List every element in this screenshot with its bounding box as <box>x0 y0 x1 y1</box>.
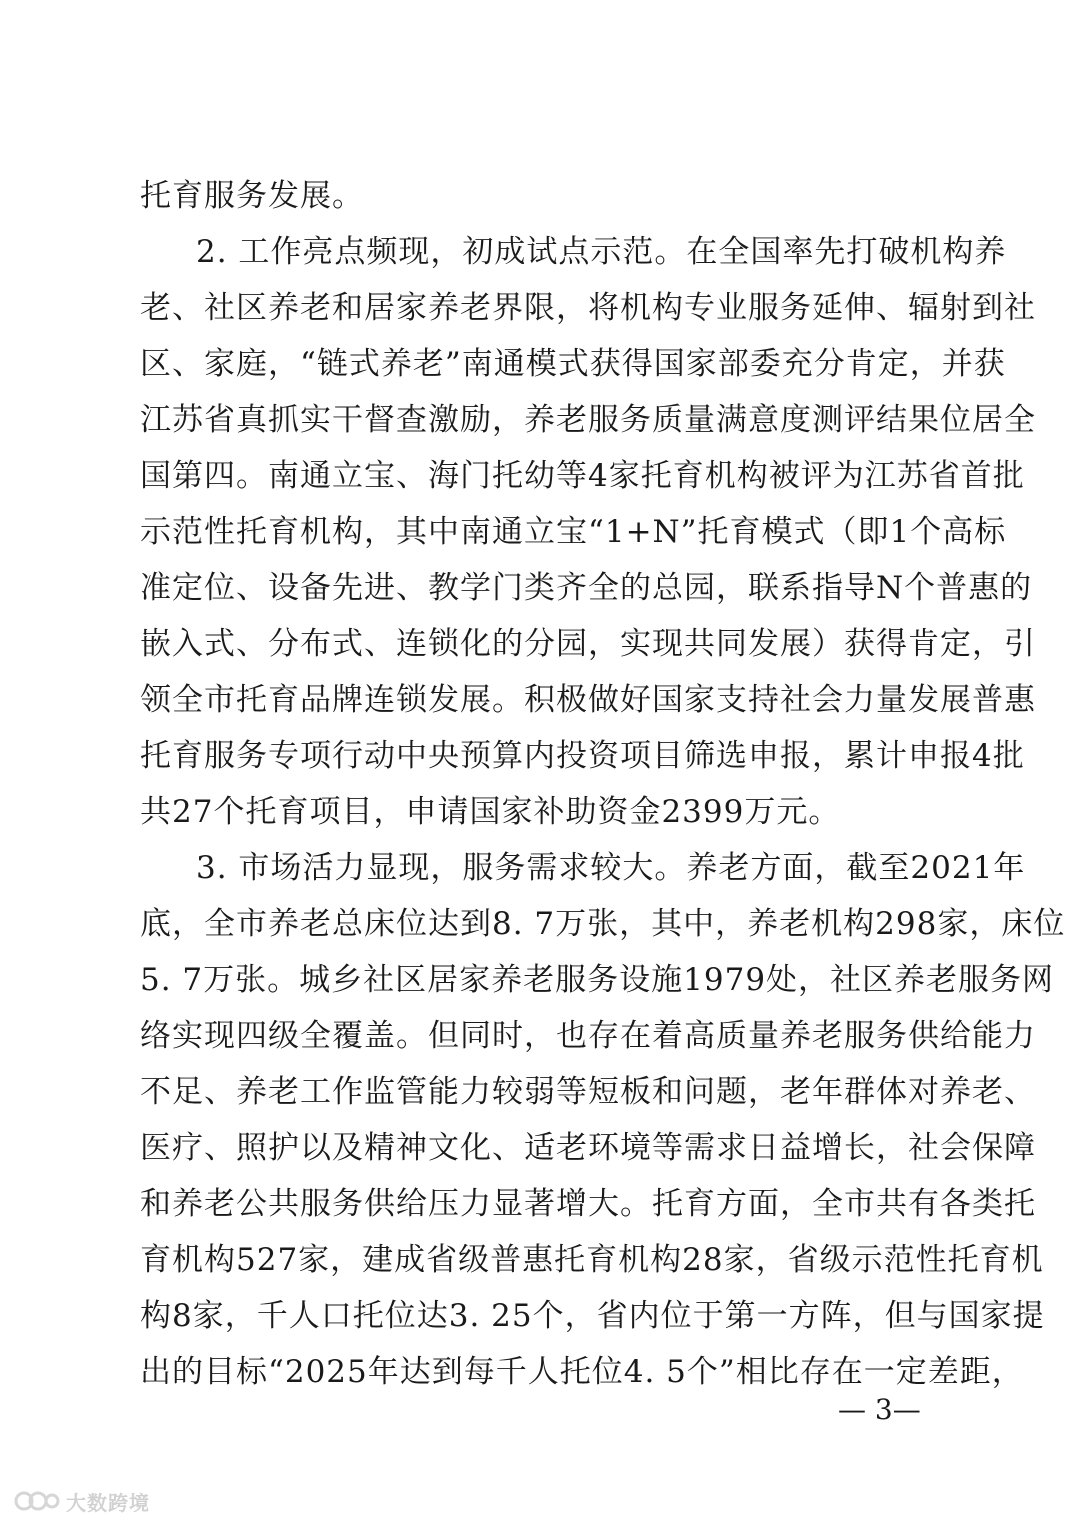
text-line: 育机构527家，建成省级普惠托育机构28家，省级示范性托育机 <box>140 1242 1044 1278</box>
text-line: 示范性托育机构，其中南通立宝“1+N”托育模式（即1个高标 <box>140 514 1007 550</box>
text-line: 托育服务发展。 <box>140 178 364 214</box>
text-line: 5. 7万张。城乡社区居家养老服务设施1979处，社区养老服务网 <box>140 962 1055 998</box>
text-line: 和养老公共服务供给压力显著增大。托育方面，全市共有各类托 <box>140 1186 1036 1222</box>
text-line: 国第四。南通立宝、海门托幼等4家托育机构被评为江苏省首批 <box>140 458 1025 494</box>
text-line: 出的目标“2025年达到每千人托位4. 5个”相比存在一定差距， <box>140 1354 1024 1390</box>
text-line: 共27个托育项目，申请国家补助资金2399万元。 <box>140 794 841 830</box>
watermark <box>14 1486 150 1516</box>
watermark-logo-icon <box>14 1489 60 1513</box>
text-line: 领全市托育品牌连锁发展。积极做好国家支持社会力量发展普惠 <box>140 682 1036 718</box>
text-line: 老、社区养老和居家养老界限，将机构专业服务延伸、辐射到社 <box>140 290 1036 326</box>
text-line: 江苏省真抓实干督查激励，养老服务质量满意度测评结果位居全 <box>140 402 1036 438</box>
text-line: 准定位、设备先进、教学门类齐全的总园，联系指导N个普惠的 <box>140 570 1033 606</box>
page-number: — 3— <box>838 1393 921 1426</box>
text-line: 3. 市场活力显现，服务需求较大。养老方面，截至2021年 <box>196 850 1026 886</box>
text-line: 构8家，千人口托位达3. 25个，省内位于第一方阵，但与国家提 <box>140 1298 1045 1334</box>
text-line: 络实现四级全覆盖。但同时，也存在着高质量养老服务供给能力 <box>140 1018 1036 1054</box>
text-line: 底，全市养老总床位达到8. 7万张，其中，养老机构298家，床位 <box>140 906 1066 942</box>
text-line: 2. 工作亮点频现，初成试点示范。在全国率先打破机构养 <box>196 234 1007 270</box>
watermark-text: 大数跨境 <box>66 1490 150 1515</box>
text-line: 托育服务专项行动中央预算内投资项目筛选申报，累计申报4批 <box>140 738 1025 774</box>
text-line: 嵌入式、分布式、连锁化的分园，实现共同发展）获得肯定，引 <box>140 626 1036 662</box>
text-line: 医疗、照护以及精神文化、适老环境等需求日益增长，社会保障 <box>140 1130 1036 1166</box>
text-line: 不足、养老工作监管能力较弱等短板和问题，老年群体对养老、 <box>140 1074 1036 1110</box>
text-line: 区、家庭，“链式养老”南通模式获得国家部委充分肯定，并获 <box>140 346 1006 382</box>
